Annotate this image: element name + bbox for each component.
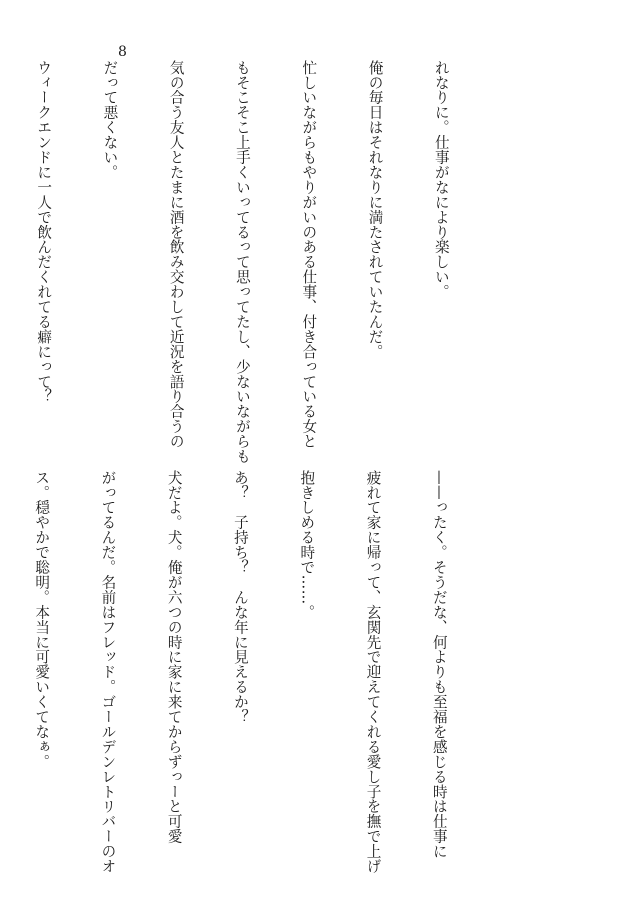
text-line: あ？ 子持ち？ んな年に見えるか？ bbox=[231, 470, 249, 725]
text-line: 犬だよ。犬。俺が六つの時に家に来てからずっーと可愛 bbox=[165, 470, 183, 844]
text-line: 疲れて家に帰って、玄関先で迎えてくれる愛し子を撫で上げ bbox=[364, 470, 382, 874]
text-line: ——ったく。そうだな、何よりも至福を感じる時は仕事に bbox=[430, 470, 448, 859]
text-line: 気の合う友人とたまに酒を飲み交わして近況を語り合うの bbox=[167, 60, 185, 449]
page-number: 8 bbox=[118, 44, 127, 60]
upper-text-block bbox=[0, 60, 496, 464]
lower-text-block bbox=[0, 470, 494, 874]
text-line: がってるんだ。名前はフレッド。ゴールデンレトリバーのオ bbox=[99, 470, 117, 874]
text-line: れなりに。仕事がなにより楽しい。 bbox=[432, 60, 450, 300]
text-line: 忙しいながらもやりがいのある仕事、付き合っている女と bbox=[300, 60, 318, 449]
text-line: 俺の毎日はそれなりに満たされていたんだ。 bbox=[366, 60, 384, 359]
text-line: ス。穏やかで聡明。本当に可愛いくてなぁ。 bbox=[33, 470, 51, 769]
text-line: ウィークエンドに一人で飲んだくれてる癖にって？ bbox=[35, 60, 53, 404]
text-line: 抱きしめる時で……。 bbox=[298, 470, 316, 620]
text-line: だって悪くない。 bbox=[101, 60, 119, 180]
text-line: もそこそこ上手くいってるって思ってたし、少ないながらも bbox=[233, 60, 251, 464]
